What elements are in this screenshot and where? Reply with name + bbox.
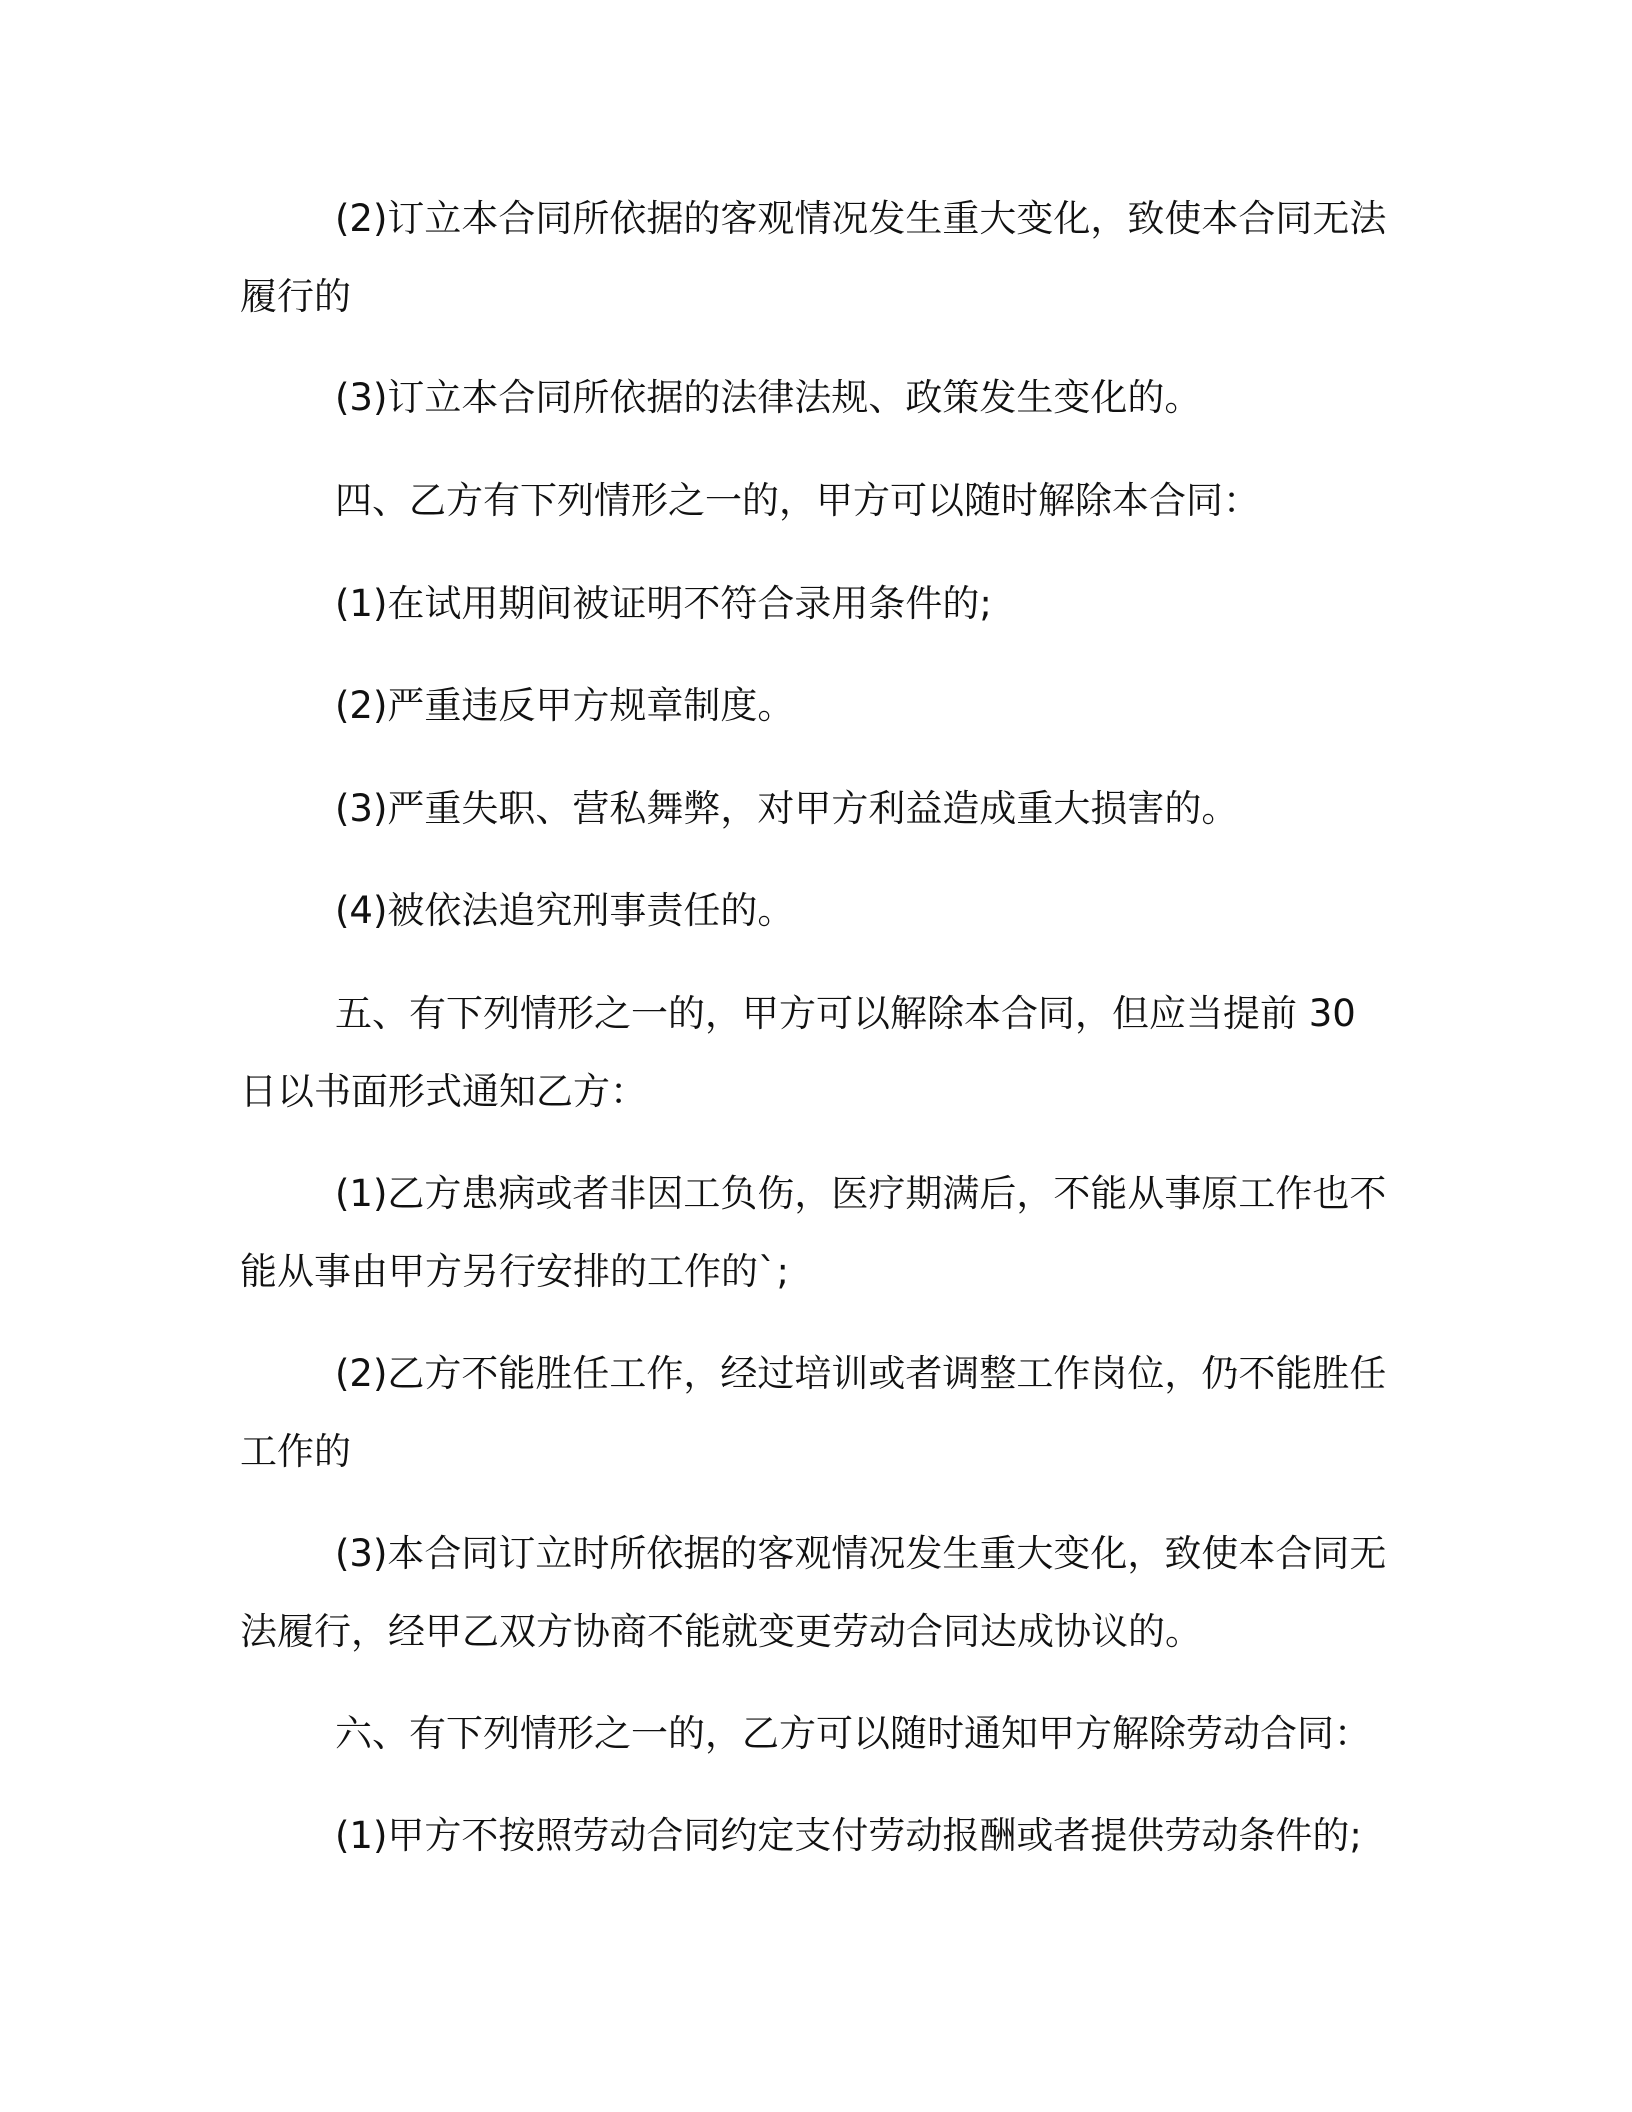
paragraph-4-2 <box>240 667 1390 745</box>
paragraph-line: 日以书面形式通知乙方： <box>240 1070 647 1113</box>
paragraph-line: 五、有下列情形之一的，甲方可以解除本合同，但应当提前 30 <box>335 992 1356 1035</box>
paragraph-line: (2)乙方不能胜任工作，经过培训或者调整工作岗位，仍不能胜任 <box>335 1352 1387 1395</box>
paragraph-5-2 <box>240 1335 1390 1491</box>
paragraph-line: 履行的 <box>240 275 351 318</box>
paragraph-5-1 <box>240 1155 1390 1311</box>
paragraph-line: (3)订立本合同所依据的法律法规、政策发生变化的。 <box>335 376 1202 419</box>
paragraph-line: (3)严重失职、营私舞弊，对甲方利益造成重大损害的。 <box>335 787 1239 830</box>
paragraph-line: (1)在试用期间被证明不符合录用条件的; <box>335 582 992 625</box>
paragraph-line: (2)订立本合同所依据的客观情况发生重大变化，致使本合同无法 <box>335 197 1387 240</box>
paragraph-line: 四、乙方有下列情形之一的，甲方可以随时解除本合同： <box>335 479 1260 522</box>
paragraph-line: (2)严重违反甲方规章制度。 <box>335 684 795 727</box>
paragraph-line: 法履行，经甲乙双方协商不能就变更劳动合同达成协议的。 <box>240 1610 1202 1653</box>
paragraph-line: 六、有下列情形之一的，乙方可以随时通知甲方解除劳动合同： <box>335 1712 1371 1755</box>
paragraph-4-1 <box>240 565 1390 643</box>
section-heading-5 <box>240 975 1390 1131</box>
paragraph-line: (1)乙方患病或者非因工负伤，医疗期满后，不能从事原工作也不 <box>335 1172 1387 1215</box>
paragraph-4-4 <box>240 872 1390 950</box>
section-heading-6 <box>240 1695 1390 1773</box>
section-heading-4 <box>240 462 1390 540</box>
paragraph-2 <box>240 359 1390 437</box>
paragraph-line: (3)本合同订立时所依据的客观情况发生重大变化，致使本合同无 <box>335 1532 1387 1575</box>
paragraph-4-3 <box>240 770 1390 848</box>
paragraph-line: (1)甲方不按照劳动合同约定支付劳动报酬或者提供劳动条件的; <box>335 1814 1362 1857</box>
paragraph-line: 能从事由甲方另行安排的工作的`; <box>240 1250 789 1293</box>
paragraph-5-3 <box>240 1515 1390 1671</box>
paragraph-line: 工作的 <box>240 1430 351 1473</box>
paragraph-6-1 <box>240 1797 1390 1875</box>
paragraph-line: (4)被依法追究刑事责任的。 <box>335 889 795 932</box>
paragraph-1 <box>240 180 1390 336</box>
